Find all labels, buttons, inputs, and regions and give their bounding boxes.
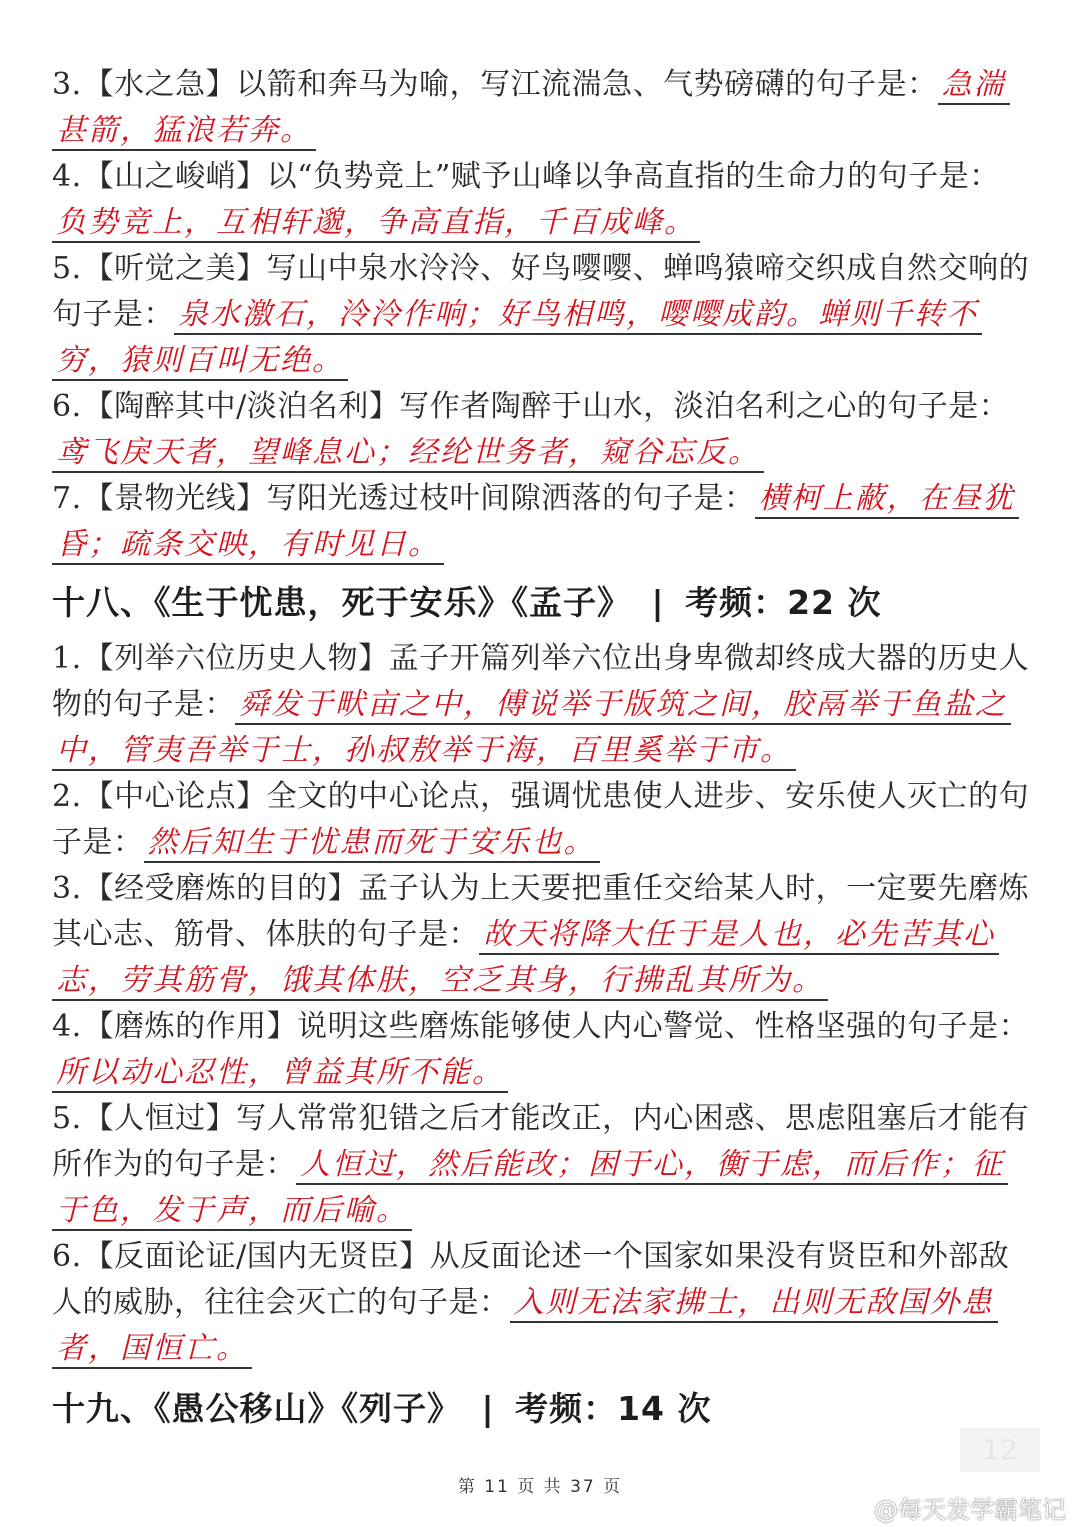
question-item (52, 246, 1032, 384)
answer-text: 人恒过，然后能改；困于心，衡于虑，而后作；征于色，发于声，而后喻。 (52, 1147, 1008, 1231)
section-heading-19 (52, 1386, 1032, 1432)
page-corner-number: 12 (960, 1428, 1040, 1472)
question-number: 2. (52, 779, 82, 814)
question-text: 写阳光透过枝叶间隙洒落的句子是： (266, 481, 755, 516)
question-block-18 (52, 636, 1032, 1372)
answer-text: 泉水激石，泠泠作响；好鸟相鸣，嘤嘤成韵。蝉则千转不穷，猿则百叫无绝。 (52, 297, 982, 381)
question-tag: 【水之急】 (83, 67, 237, 102)
question-number: 7. (52, 481, 82, 516)
question-number: 6. (52, 389, 82, 424)
question-number: 3. (52, 67, 82, 102)
question-number: 4. (52, 159, 82, 194)
section-title: 十九、《愚公移山》《列子》 (52, 1389, 461, 1428)
question-text: 说明这些磨炼能够使人内心警觉、性格坚强的句子是： (297, 1009, 1030, 1044)
watermark (838, 1490, 1066, 1525)
question-text: 写山中泉水泠泠、好鸟嘤嘤、蝉鸣猿啼交织成自然交响的句子是： (52, 251, 1030, 332)
question-text: 孟子开篇列举六位出身卑微却终成大器的历史人物的句子是： (52, 641, 1030, 722)
question-text: 孟子认为上天要把重任交给某人时，一定要先磨炼其心志、筋骨、体肤的句子是： (52, 871, 1030, 952)
question-item (52, 384, 1032, 476)
answer-text: 入则无法家拂士，出则无敌国外患者，国恒亡。 (52, 1285, 998, 1369)
question-tag: 【陶醉其中/淡泊名利】 (83, 389, 400, 424)
question-item (52, 774, 1032, 866)
answer-text: 舜发于畎亩之中，傅说举于版筑之间，胶鬲举于鱼盐之中，管夷吾举于士，孙叔敖举于海，百里奚举于市。 (52, 687, 1011, 771)
question-number: 6. (52, 1239, 82, 1274)
section-separator: | (651, 583, 665, 622)
weibo-icon (838, 1496, 868, 1520)
document-page (52, 62, 1032, 1442)
section-title: 十八、《生于忧患，死于安乐》《孟子》 (52, 583, 631, 622)
question-tag: 【磨炼的作用】 (83, 1009, 298, 1044)
question-text: 写作者陶醉于山水，淡泊名利之心的句子是： (399, 389, 1010, 424)
question-number: 5. (52, 1101, 82, 1136)
question-number: 5. (52, 251, 82, 286)
question-tag: 【经受磨炼的目的】 (83, 871, 359, 906)
question-tag: 【景物光线】 (83, 481, 267, 516)
question-item (52, 1234, 1032, 1372)
question-tag: 【人恒过】 (83, 1101, 237, 1136)
question-item (52, 1096, 1032, 1234)
question-tag: 【中心论点】 (83, 779, 267, 814)
question-tag: 【反面论证/国内无贤臣】 (83, 1239, 430, 1274)
section-frequency: 考频：14 次 (515, 1389, 712, 1428)
question-number: 1. (52, 641, 82, 676)
section-frequency: 考频：22 次 (685, 583, 882, 622)
answer-text: 然后知生于忧患而死于安乐也。 (144, 825, 600, 863)
answer-text: 鸢飞戾天者，望峰息心；经纶世务者，窥谷忘反。 (52, 435, 764, 473)
watermark-text: @每天发学霸笔记 (874, 1496, 1066, 1524)
question-item (52, 866, 1032, 1004)
question-tag: 【列举六位历史人物】 (83, 641, 389, 676)
question-item (52, 636, 1032, 774)
question-text: 从反面论述一个国家如果没有贤臣和外部敌人的威胁，往往会灭亡的句子是： (52, 1239, 1010, 1320)
answer-text: 故天将降大任于是人也，必先苦其心志，劳其筋骨，饿其体肤，空乏其身，行拂乱其所为。 (52, 917, 999, 1001)
question-item (52, 154, 1032, 246)
question-number: 3. (52, 871, 82, 906)
question-number: 4. (52, 1009, 82, 1044)
question-item (52, 476, 1032, 568)
section-heading-18 (52, 580, 1032, 626)
question-text: 以“负势竞上”赋予山峰以争高直指的生命力的句子是： (266, 159, 1000, 194)
page-footer: 第 11 页 共 37 页 (457, 1477, 623, 1497)
question-tag: 【听觉之美】 (83, 251, 267, 286)
question-text: 写人常常犯错之后才能改正，内心困惑、思虑阻塞后才能有所作为的句子是： (52, 1101, 1030, 1182)
answer-text: 急湍甚箭，猛浪若奔。 (52, 67, 1010, 151)
question-block-17 (52, 62, 1032, 568)
question-tag: 【山之峻峭】 (83, 159, 267, 194)
section-separator: | (481, 1389, 495, 1428)
question-item (52, 62, 1032, 154)
question-item (52, 1004, 1032, 1096)
question-text: 全文的中心论点，强调忧患使人进步、安乐使人灭亡的句子是： (52, 779, 1030, 860)
question-text: 以箭和奔马为喻，写江流湍急、气势磅礴的句子是： (236, 67, 938, 102)
answer-text: 横柯上蔽，在昼犹昏；疏条交映，有时见日。 (52, 481, 1019, 565)
answer-text: 负势竞上，互相轩邈，争高直指，千百成峰。 (52, 205, 700, 243)
answer-text: 所以动心忍性，曾益其所不能。 (52, 1055, 508, 1093)
